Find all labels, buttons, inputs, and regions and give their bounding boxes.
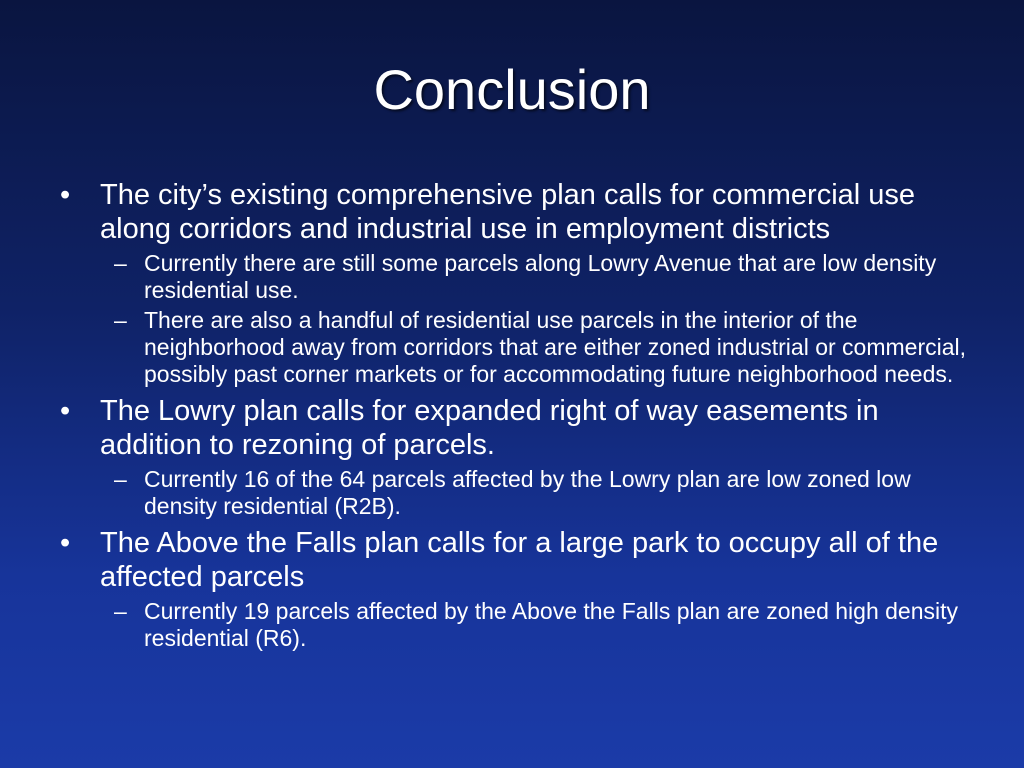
sub-bullet-item (100, 598, 978, 652)
bullet-text: The Above the Falls plan calls for a large park to occupy all of the affected parcels (100, 527, 939, 593)
bullet-item (58, 526, 978, 652)
sub-bullet-list (100, 466, 978, 520)
sub-bullet-text: There are also a handful of residential use parcels in the interior of the neighborhood away from corridors that are either zoned industrial or commercial, possibly past corner markets or for accommodating future neighborhood needs. (144, 307, 967, 387)
sub-bullet-list (100, 598, 978, 652)
bullet-icon: • (60, 395, 71, 427)
sub-bullet-text: Currently 19 parcels affected by the Above the Falls plan are zoned high density residential (R6). (144, 598, 959, 651)
bullet-text: The Lowry plan calls for expanded right of way easements in addition to rezoning of parcels. (100, 395, 879, 461)
bullet-item (58, 178, 978, 388)
sub-bullet-list (100, 250, 978, 388)
dash-icon: – (114, 598, 127, 624)
dash-icon: – (114, 307, 127, 333)
dash-icon: – (114, 250, 127, 276)
bullet-text: The city’s existing comprehensive plan calls for commercial use along corridors and industrial use in employment districts (100, 179, 916, 245)
sub-bullet-item (100, 307, 978, 388)
bullet-icon: • (60, 527, 71, 559)
bullet-item (58, 394, 978, 520)
bullet-list (58, 178, 978, 658)
sub-bullet-item (100, 466, 978, 520)
dash-icon: – (114, 466, 127, 492)
sub-bullet-text: Currently there are still some parcels along Lowry Avenue that are low density residential use. (144, 250, 937, 303)
bullet-icon: • (60, 179, 71, 211)
sub-bullet-text: Currently 16 of the 64 parcels affected by the Lowry plan are low zoned low density residential (R2B). (144, 466, 911, 519)
sub-bullet-item (100, 250, 978, 304)
slide-title: Conclusion (373, 58, 651, 121)
